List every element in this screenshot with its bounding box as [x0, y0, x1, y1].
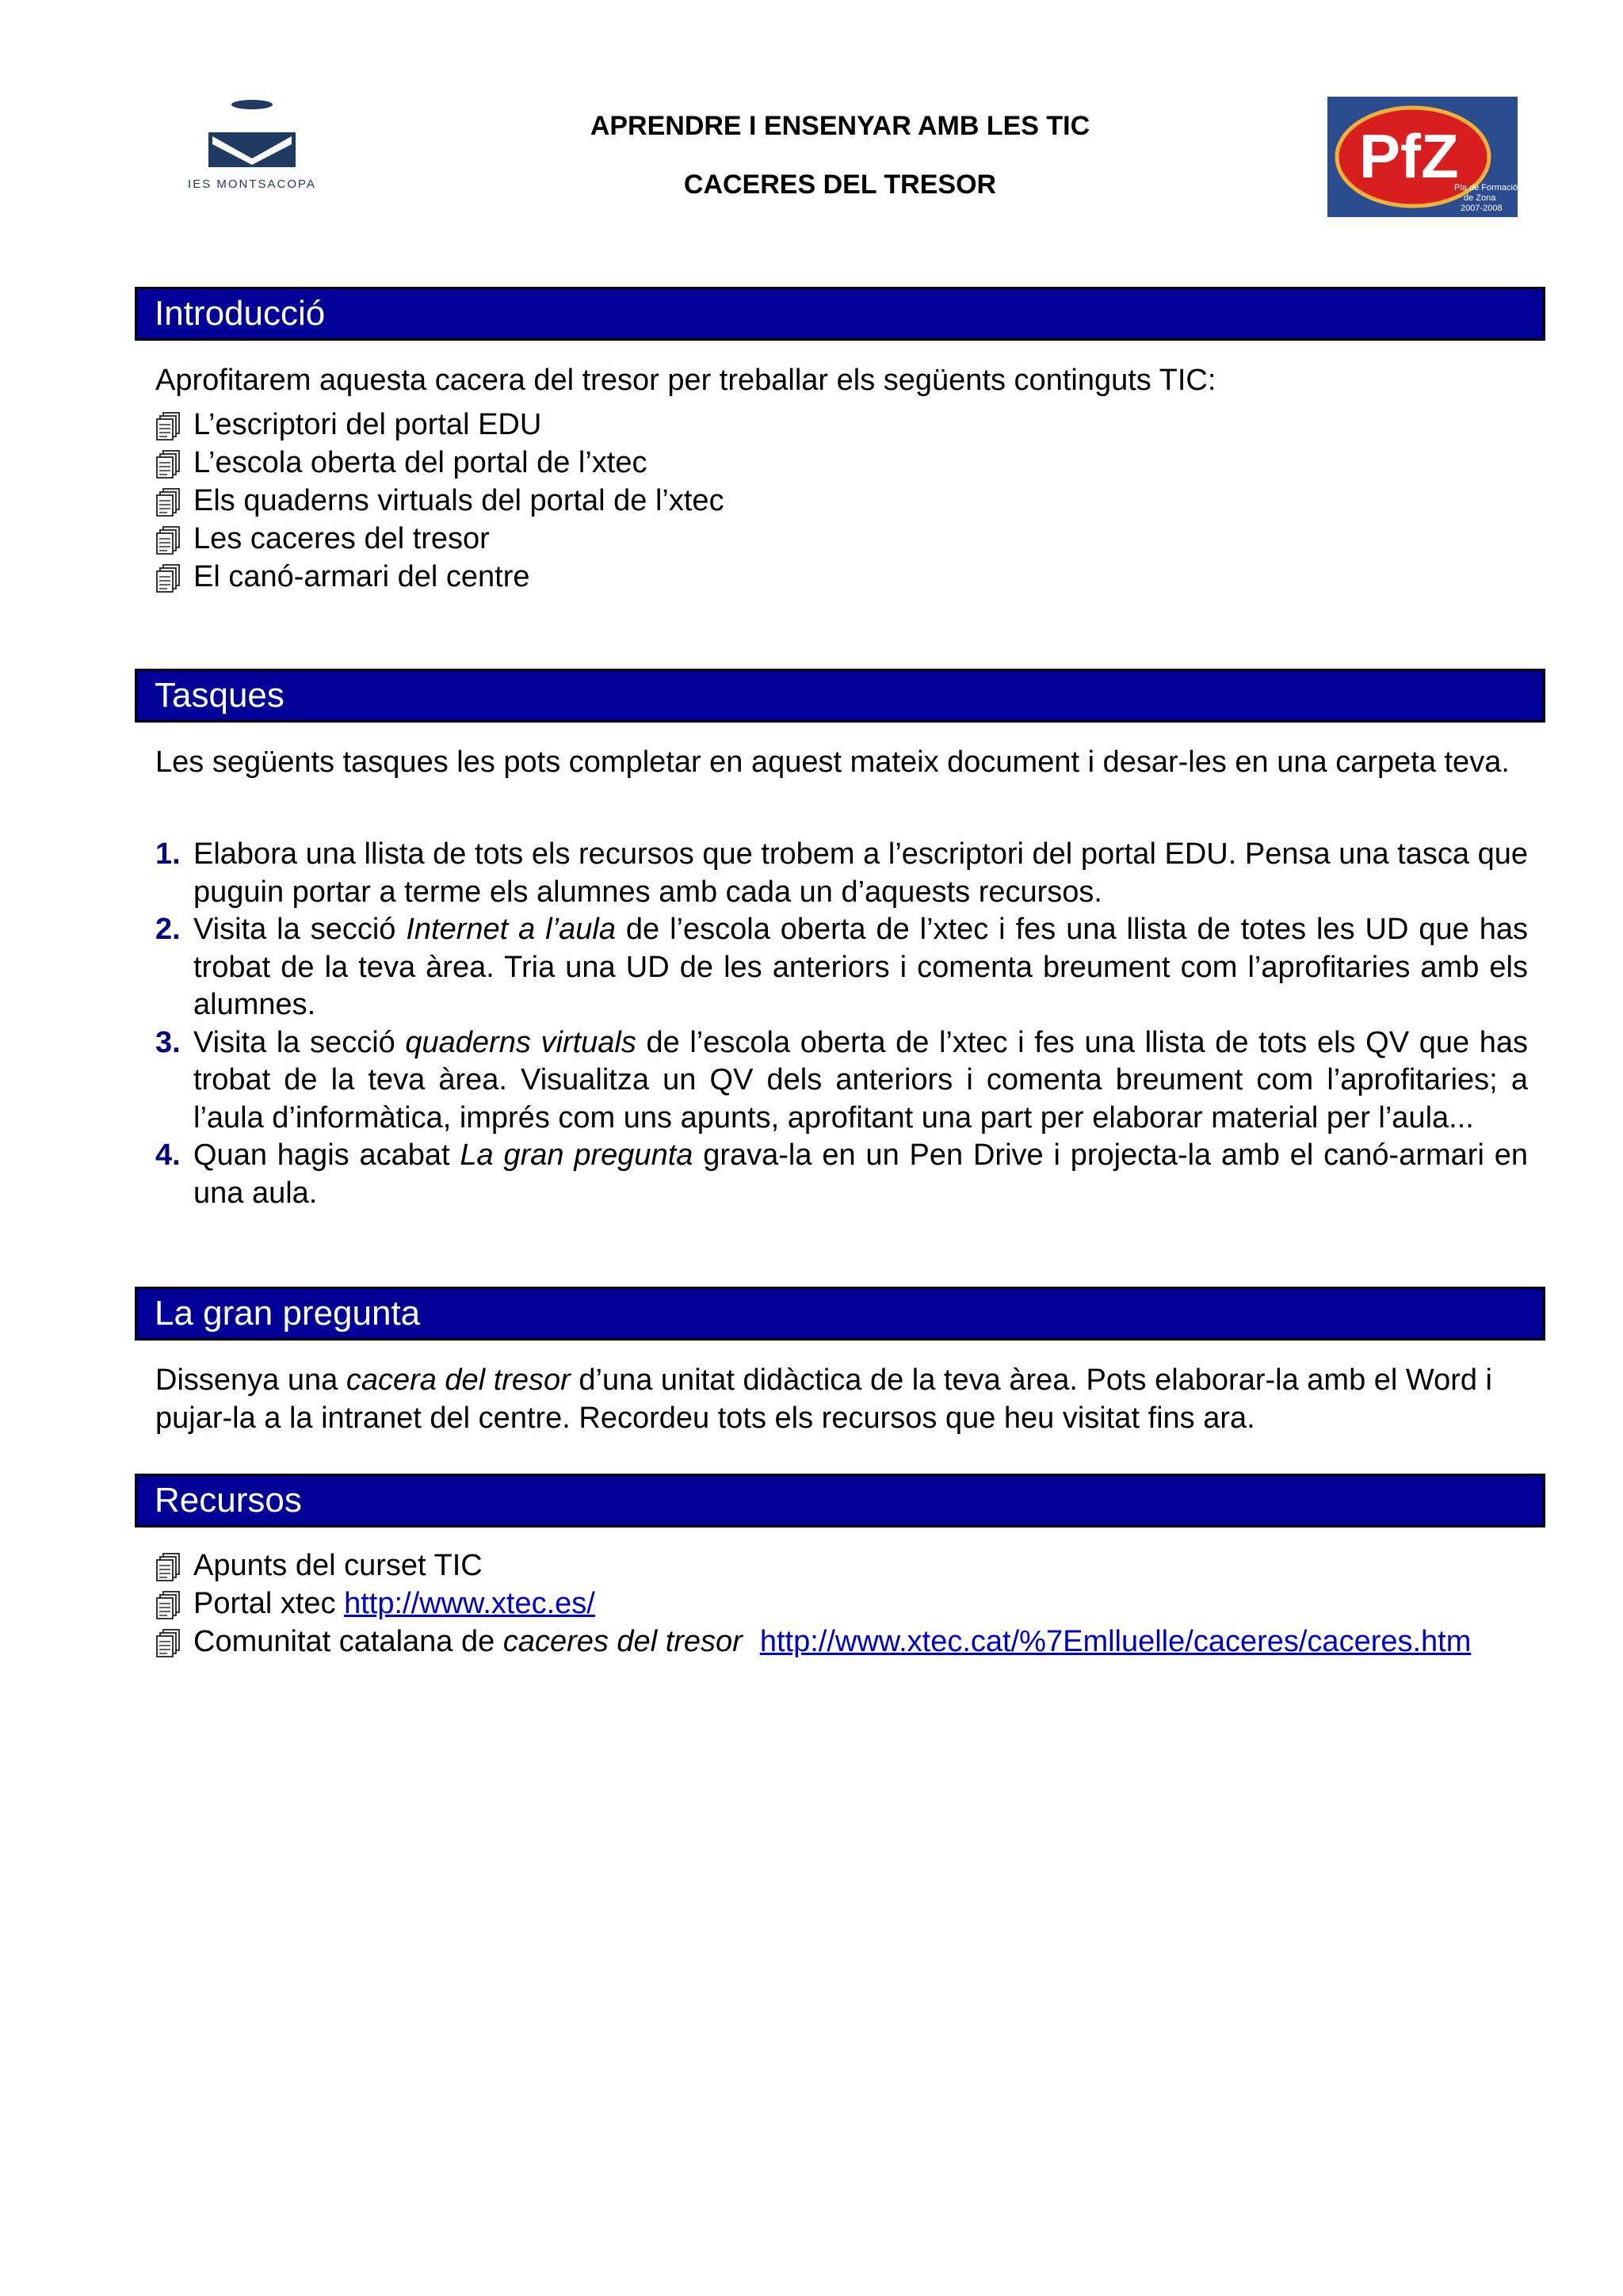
pfz-logo-icon	[1327, 97, 1518, 217]
list-item-text: Els quaderns virtuals del portal de l’xtec	[193, 484, 724, 517]
montsacopa-logo-icon	[181, 97, 323, 176]
list-item-emphasis: caceres del tresor	[502, 1625, 743, 1658]
task-number: 3.	[155, 1025, 181, 1059]
section-heading-tasques: Tasques	[135, 669, 1545, 723]
document-stack-icon	[155, 488, 182, 518]
task-text: Elabora una llista de tots els recursos que trobem a l’escriptori del portal EDU. Pensa una tasca que puguin portar a terme els alumnes amb cada un d’aquests recursos.	[193, 837, 1528, 909]
page-subtitle: CACERES DEL TRESOR	[683, 170, 997, 200]
document-stack-icon	[155, 412, 182, 442]
task-item	[155, 1137, 1528, 1212]
list-item-text: L’escriptori del portal EDU	[193, 408, 542, 441]
pfz-logo	[1327, 97, 1518, 217]
document-stack-icon	[155, 526, 182, 556]
section-heading-introduccio: Introducció	[135, 287, 1545, 341]
task-text-start: Visita la secció	[193, 1025, 406, 1059]
document-stack-icon	[155, 1591, 182, 1621]
task-emphasis: Internet a l’aula	[406, 913, 616, 946]
list-item-text: Les caceres del tresor	[193, 522, 490, 555]
list-item	[155, 1585, 1534, 1623]
task-item	[155, 836, 1528, 911]
pfz-letters: PfZ	[1359, 121, 1459, 191]
task-number: 4.	[155, 1138, 181, 1172]
list-item	[155, 558, 1534, 596]
task-text-end: grava-la en un Pen Drive i projecta-la amb el canó-armari en una aula.	[193, 1138, 1528, 1210]
list-item	[155, 1547, 1534, 1585]
gran-pregunta-text	[155, 1361, 1528, 1437]
list-item-text: Apunts del curset TIC	[193, 1549, 483, 1582]
gran-pregunta-text-start: Dissenya una	[155, 1363, 346, 1397]
list-item	[155, 520, 1534, 558]
document-stack-icon	[155, 1629, 182, 1659]
intro-text: Aprofitarem aquesta cacera del tresor per treballar els següents continguts TIC:	[155, 364, 1216, 397]
list-item	[155, 1623, 1534, 1661]
gran-pregunta-emphasis: cacera del tresor	[346, 1363, 571, 1397]
recursos-list	[155, 1547, 1534, 1661]
task-emphasis: quaderns virtuals	[405, 1025, 636, 1059]
task-text-start: Visita la secció	[193, 913, 407, 946]
pfz-caption-2: de Zona	[1464, 193, 1496, 203]
task-emphasis: La gran pregunta	[460, 1138, 693, 1172]
list-item-text: Portal xtec	[193, 1587, 345, 1620]
section-heading-recursos: Recursos	[135, 1474, 1545, 1527]
intro-list	[155, 406, 1534, 596]
pfz-caption-1: Pla de Formació	[1454, 183, 1518, 193]
task-item	[155, 1024, 1528, 1138]
list-item	[155, 406, 1534, 444]
list-item-text: El canó-armari del centre	[193, 560, 530, 593]
page-title: APRENDRE I ENSENYAR AMB LES TIC	[590, 111, 1090, 141]
document-stack-icon	[155, 564, 182, 594]
school-name: IES MONTSACOPA	[188, 177, 316, 191]
task-number: 2.	[155, 913, 181, 946]
document-stack-icon	[155, 450, 182, 480]
document-stack-icon	[155, 1553, 182, 1583]
tasques-list	[155, 836, 1528, 1212]
task-item	[155, 911, 1528, 1024]
school-logo	[181, 97, 323, 200]
list-item	[155, 482, 1534, 520]
task-number: 1.	[155, 837, 181, 871]
list-item-text: L’escola oberta del portal de l’xtec	[193, 446, 647, 479]
section-heading-gran-pregunta: La gran pregunta	[135, 1287, 1545, 1341]
task-text-end: de l’escola oberta de l’xtec i fes una llista de totes les UD que has trobat de la teva àrea. Tria una UD de les anteriors i comenta breument com l’aprofitaries amb els alumnes.	[193, 913, 1528, 1021]
task-text-end: de l’escola oberta de l’xtec i fes una llista de tots els QV que has trobat de la teva àrea. Visualitza un QV dels anteriors i comenta breument com l’aprofitaries; a l’aula d’informàtica, imprés com uns apunts, aprofitant una part per elaborar material per l’aula...	[193, 1025, 1528, 1135]
xtec-portal-link[interactable]: http://www.xtec.es/	[344, 1587, 595, 1620]
list-item-text: Comunitat catalana de	[193, 1625, 503, 1658]
pfz-caption-3: 2007-2008	[1461, 204, 1503, 213]
tasques-text: Les següents tasques les pots completar en aquest mateix document i desar-les en una carpeta teva.	[155, 746, 1510, 779]
list-item	[155, 444, 1534, 482]
task-text-start: Quan hagis acabat	[193, 1138, 460, 1172]
caceres-link[interactable]: http://www.xtec.cat/%7Emlluelle/caceres/caceres.htm	[759, 1625, 1472, 1658]
gran-pregunta-text-end: d’una unitat didàctica de la teva àrea. Pots elaborar-la amb el Word i pujar-la a la intranet del centre. Recordeu tots els recursos que heu visitat fins ara.	[155, 1363, 1493, 1435]
